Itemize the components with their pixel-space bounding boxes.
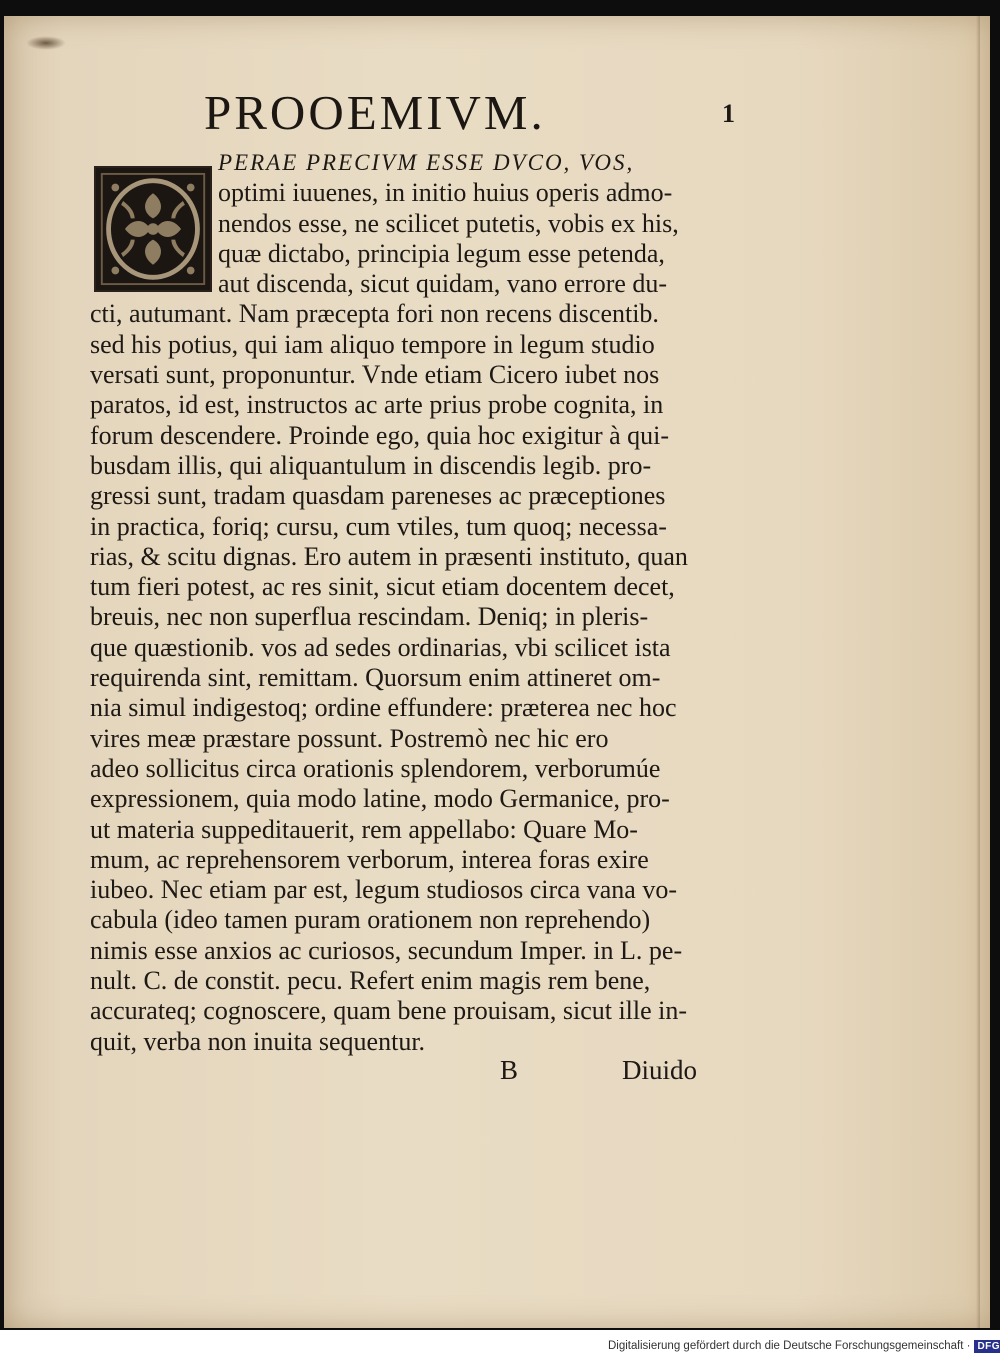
- digitization-credit: [608, 1337, 998, 1355]
- text-line: quæ dictabo, principia legum esse petenda,: [218, 238, 665, 268]
- text-line: in practica, foriq; cursu, cum vtiles, tum quoq; necessa-: [90, 511, 667, 541]
- text-line: cabula (ideo tamen puram orationem non reprehendo): [90, 905, 651, 935]
- text-line: versati sunt, proponuntur. Vnde etiam Cicero iubet nos: [90, 360, 660, 390]
- text-line: nimis esse anxios ac curiosos, secundum Imper. in L. pe-: [90, 935, 683, 965]
- text-line: que quæstionib. vos ad sedes ordinarias, vbi scilicet ista: [90, 632, 671, 662]
- text-line: paratos, id est, instructos ac arte prius probe cognita, in: [90, 390, 664, 420]
- text-line: nult. C. de constit. pecu. Refert enim magis rem bene,: [90, 966, 651, 996]
- text-line: adeo sollicitus circa orationis splendorem, verborumúe: [90, 753, 661, 783]
- dfg-logo-icon[interactable]: DFG: [974, 1340, 1000, 1353]
- text-line: optimi iuuenes, in initio huius operis admo-: [218, 178, 673, 208]
- credit-text: Digitalisierung gefördert durch die Deutsche Forschungsgemeinschaft ·: [608, 1340, 971, 1352]
- text-line: sed his potius, qui iam aliquo tempore in legum studio: [90, 329, 655, 359]
- text-line: quit, verba non inuita sequentur.: [90, 1026, 426, 1056]
- text-line: requirenda sint, remittam. Quorsum enim attineret om-: [90, 663, 661, 693]
- signature-mark: B: [500, 1055, 519, 1085]
- text-line: nendos esse, ne scilicet putetis, vobis ex his,: [218, 208, 679, 238]
- text-line: vires meæ præstare possunt. Postremò nec hic ero: [90, 723, 609, 753]
- page-number: 1: [722, 99, 735, 128]
- ink-smudge: [26, 36, 66, 50]
- page-heading: PROOEMIVM.: [204, 85, 546, 140]
- catchword: Diuido: [622, 1055, 698, 1085]
- text-line: cti, autumant. Nam præcepta fori non recens discentib.: [90, 299, 659, 329]
- page-catchwords: [500, 1055, 720, 1089]
- text-line: accurateq; cognoscere, quam bene prouisam, sicut ille in-: [90, 996, 688, 1026]
- text-line: expressionem, quia modo latine, modo Germanice, pro-: [90, 784, 670, 814]
- text-line: tum fieri potest, ac res sinit, sicut etiam docentem decet,: [90, 572, 675, 602]
- text-line: ut materia suppeditauerit, rem appellabo: Quare Mo-: [90, 814, 638, 844]
- text-line: mum, ac reprehensorem verborum, interea foras exire: [90, 844, 649, 874]
- text-line: gressi sunt, tradam quasdam pareneses ac præceptiones: [90, 481, 666, 511]
- text-line: aut discenda, sicut quidam, vano errore du-: [218, 269, 668, 299]
- text-line: nia simul indigestoq; ordine effundere: præterea nec hoc: [90, 693, 677, 723]
- text-line: breuis, nec non superflua rescindam. Deniq; in pleris-: [90, 602, 649, 632]
- text-line: iubeo. Nec etiam par est, legum studiosos circa vana vo-: [90, 875, 677, 905]
- text-line: busdam illis, qui aliquantulum in discendis legib. pro-: [90, 450, 652, 480]
- text-line: PERAE PRECIVM ESSE DVCO, VOS,: [218, 150, 635, 175]
- text-line: rias, & scitu dignas. Ero autem in præsenti instituto, quan: [90, 541, 688, 571]
- text-line: forum descendere. Proinde ego, quia hoc exigitur à qui-: [90, 420, 670, 450]
- body-text: [90, 148, 710, 1057]
